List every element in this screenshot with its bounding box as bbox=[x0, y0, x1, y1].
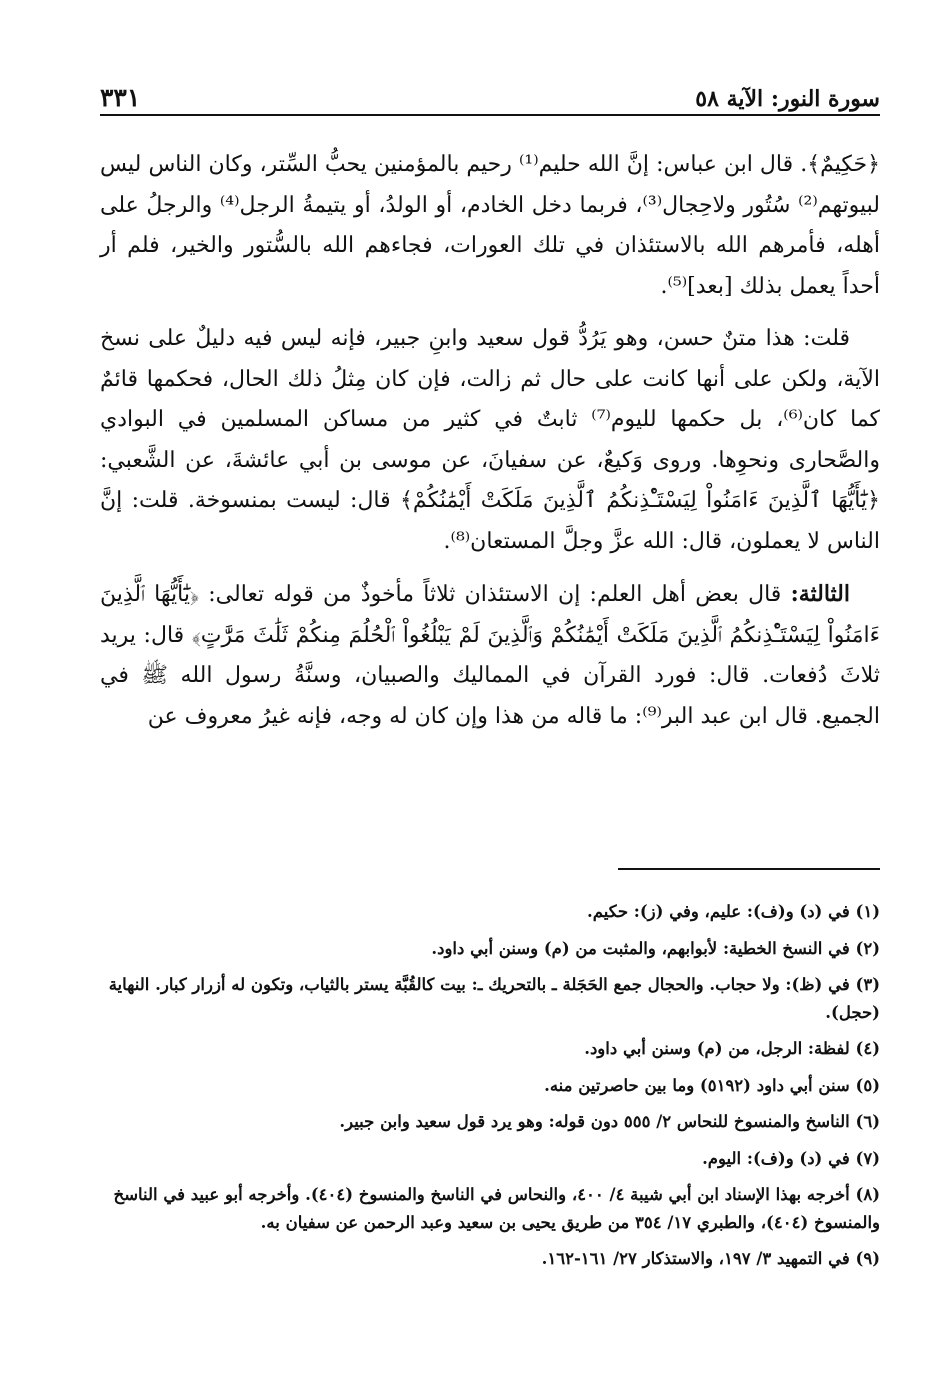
footnote-2: (٢) في النسخ الخطية: لأبوابهم، والمثبت من (م) وسنن أبي داود. bbox=[431, 938, 880, 958]
sura-title: سورة النور: الآية ٥٨ bbox=[695, 86, 880, 112]
footnote-3: (٣) في (ظ): ولا حجاب. والحجال جمع الحَجَلة ـ بالتحريك ـ: بيت كالقُبَّة يستر بالثياب، وتكون له أزرار كبار. النهاية (حجل). bbox=[108, 975, 880, 1022]
paragraph-1: ﴿حَكِيمٌ﴾. قال ابن عباس: إنَّ الله حليم⁽¹⁾ رحيم بالمؤمنين يحبُّ السِّتر، وكان الناس ليس لبيوتهم⁽²⁾ سُتُور ولاحِجال⁽³⁾، فربما دخل الخادم، أو الولدُ، أو يتيمةُ الرجل⁽⁴⁾ والرجلُ على أهله، فأمرهم الله بالاستئذان في تلك العورات، فجاءهم الله بالسُّتور والخير، فلم أر أحداً يعمل بذلك [بعد]⁽⁵⁾. bbox=[100, 152, 880, 299]
footnote-1: (١) في (د) و(ف): عليم، وفي (ز): حكيم. bbox=[587, 902, 880, 921]
paragraph-3-text: قال بعض أهل العلم: إن الاستئذان ثلاثاً مأخوذٌ من قوله تعالى: ﴿يَٰٓأَيُّهَا ٱلَّذِينَ ءَامَنُواْ لِيَسْتَـْٔذِنكُمُ ٱلَّذِينَ مَلَكَتْ أَيْمَٰنُكُمْ وَٱلَّذِينَ لَمْ يَبْلُغُواْ ٱلْحُلُمَ مِنكُمْ ثَلَٰثَ مَرَّٰتٍ﴾ قال: يريد ثلاثَ دُفعات. قال: فورد القرآن في المماليك والصبيان، وسنَّةُ رسول الله ﷺ في الجميع. قال ابن عبد البر⁽⁹⁾: ما قاله من هذا وإن كان له وجه، فإنه غيرُ معروف عن bbox=[100, 582, 880, 729]
footnote-8: (٨) أخرجه بهذا الإسناد ابن أبي شيبة ٤/ ٤٠٠، والنحاس في الناسخ والمنسوخ (٤٠٤). وأخرجه أبو عبيد في الناسخ والمنسوخ (٤٠٤)، والطبري ١٧/ ٣٥٤ من طريق يحيى بن سعيد وعبد الرحمن عن سفيان به. bbox=[113, 1185, 880, 1232]
footnotes bbox=[100, 898, 880, 1282]
footnote-5: (٥) سنن أبي داود (٥١٩٢) وما بين حاصرتين منه. bbox=[544, 1075, 880, 1095]
main-text bbox=[100, 145, 880, 749]
page-header bbox=[100, 62, 880, 116]
footnote-7: (٧) في (د) و(ف): اليوم. bbox=[702, 1148, 880, 1168]
section-lead: الثالثة: bbox=[790, 581, 850, 607]
paragraph-3 bbox=[100, 574, 880, 737]
footnote-separator bbox=[618, 868, 880, 870]
page-number: ٣٣١ bbox=[100, 83, 141, 112]
footnote-9: (٩) في التمهيد ٣/ ١٩٧، والاستذكار ٢٧/ ١٦١-١٦٢. bbox=[541, 1249, 880, 1268]
footnote-4: (٤) لفظة: الرجل، من (م) وسنن أبي داود. bbox=[584, 1039, 880, 1058]
paragraph-2: قلت: هذا متنٌ حسن، وهو يَرُدُّ قول سعيد وابنِ جبير، فإنه ليس فيه دليلٌ على نسخ الآية، ولكن على أنها كانت على حال ثم زالت، فإن كان مِثلُ ذلك الحال، فحكمها قائمٌ كما كان⁽⁶⁾، بل حكمها لليوم⁽⁷⁾ ثابتٌ في كثير من مساكن المسلمين في البوادي والصَّحارى ونحوِها. وروى وَكيعٌ، عن سفيانَ، عن موسى بن أبي عائشةَ، عن الشَّعبي: ﴿يَٰٓأَيُّهَا ٱلَّذِينَ ءَامَنُواْ لِيَسْتَـْٔذِنكُمُ ٱلَّذِينَ مَلَكَتْ أَيْمَٰنُكُمْ﴾ قال: ليست بمنسوخة. قلت: إنَّ الناس لا يعملون، قال: الله عزَّ وجلَّ المستعان⁽⁸⁾. bbox=[100, 326, 881, 554]
footnote-6: (٦) الناسخ والمنسوخ للنحاس ٢/ ٥٥٥ دون قوله: وهو يرد قول سعيد وابن جبير. bbox=[339, 1112, 880, 1131]
